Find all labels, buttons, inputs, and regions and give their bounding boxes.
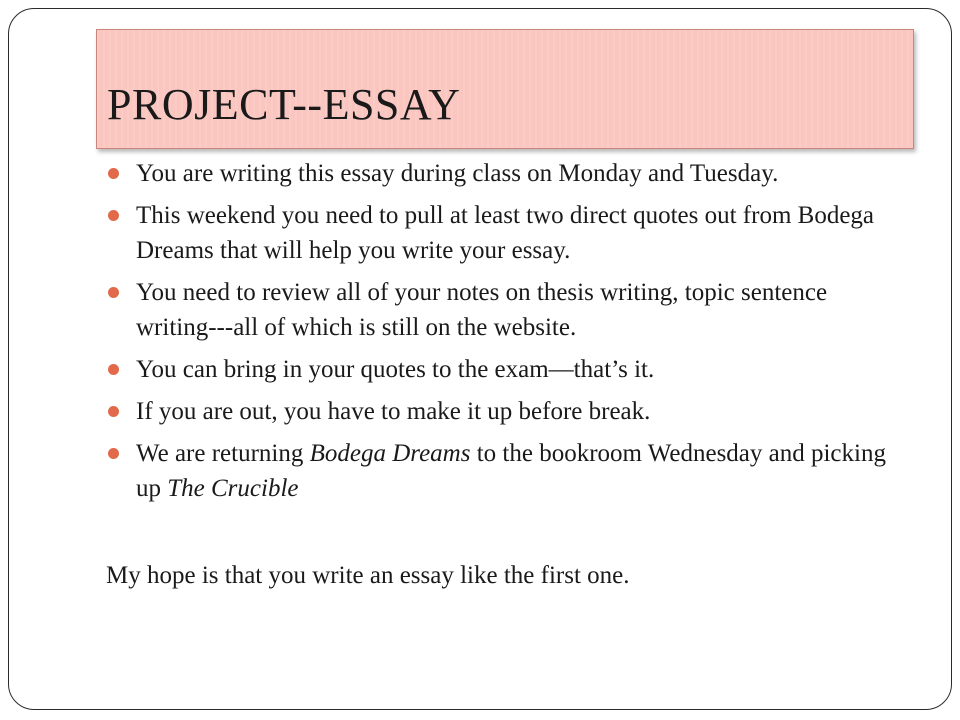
bullet-dot-icon (108, 406, 119, 417)
bullet-item-4 (106, 352, 906, 387)
bullet-item-5 (106, 394, 906, 429)
slide-title: PROJECT--ESSAY (107, 80, 461, 129)
bullet-item-2 (106, 198, 906, 268)
bullet-dot-icon (108, 448, 119, 459)
bullet-text: You need to review all of your notes on thesis writing, topic sentence writing---all of which is still on the website. (136, 279, 828, 341)
bullet-list (106, 156, 906, 513)
book-title-the-crucible: The Crucible (167, 475, 299, 502)
bullet-item-1 (106, 156, 906, 191)
bullet-text-part: We are returning (136, 440, 310, 467)
bullet-dot-icon (108, 168, 119, 179)
bullet-dot-icon (108, 364, 119, 375)
bullet-text: If you are out, you have to make it up before break. (136, 398, 651, 425)
closing-statement: My hope is that you write an essay like the first one. (106, 562, 630, 589)
bullet-text-part: to the bookroom Wednesday and picking up (136, 440, 886, 502)
bullet-text: This weekend you need to pull at least two direct quotes out from Bodega Dreams that will help you write your essay. (136, 202, 875, 264)
bullet-dot-icon (108, 210, 119, 221)
bullet-item-6 (106, 436, 906, 506)
bullet-text: You can bring in your quotes to the exam—that’s it. (136, 356, 655, 383)
bullet-dot-icon (108, 287, 119, 298)
book-title-bodega-dreams: Bodega Dreams (309, 440, 471, 467)
bullet-text: You are writing this essay during class on Monday and Tuesday. (136, 160, 779, 187)
title-box (96, 29, 914, 149)
bullet-item-3 (106, 275, 906, 345)
